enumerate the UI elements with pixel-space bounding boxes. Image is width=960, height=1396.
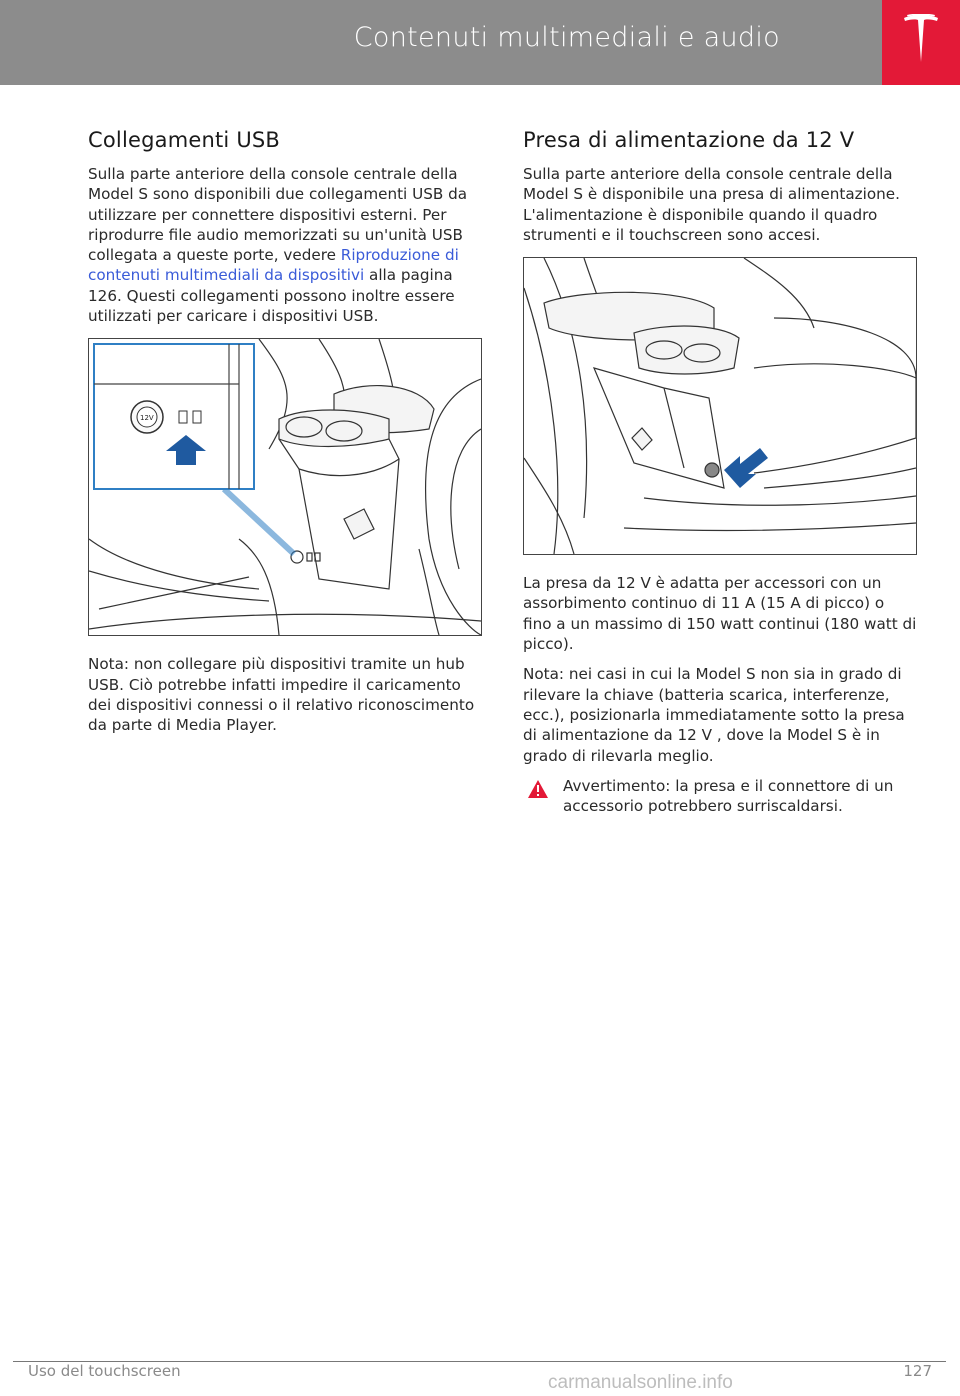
usb-section bbox=[88, 128, 482, 746]
arrow-left-icon bbox=[724, 448, 768, 488]
usb-paragraph bbox=[88, 164, 482, 326]
overheat-warning bbox=[523, 776, 917, 817]
warning-text: Avvertimento: la presa e il connettore di un accessorio potrebbero surriscaldarsi. bbox=[563, 776, 894, 816]
power-socket-title: Presa di alimentazione da 12 V bbox=[523, 128, 855, 152]
warning-icon bbox=[527, 779, 549, 799]
tesla-logo bbox=[882, 0, 960, 85]
page-number: 127 bbox=[903, 1362, 932, 1380]
usb-console-figure bbox=[88, 338, 482, 636]
usb-paragraph-text-1: Sulla parte anteriore della console centrale della Model S sono disponibili due collegamenti USB da utilizzare per connettere dispositivi esterni. Per riprodurre file audio memorizzati su un'unità USB collegata a queste porte, vedere bbox=[88, 165, 468, 265]
power-rating-paragraph: La presa da 12 V è adatta per accessori con un assorbimento continuo di 11 A (15 A di picco) o fino a un massimo di 150 watt continui (180 watt di picco). bbox=[523, 574, 917, 654]
power-socket-paragraph: Sulla parte anteriore della console centrale della Model S è disponibile una presa di alimentazione. L'alimentazione è disponibile quando il quadro strumenti e il touchscreen sono accesi. bbox=[523, 165, 900, 244]
key-detection-note: Nota: nei casi in cui la Model S non sia in grado di rilevare la chiave (batteria scarica, interferenze, ecc.), posizionarla immediatamente sotto la presa di alimentazione da 12 V , dove la Model S è in grado di rilevarla meglio. bbox=[523, 665, 905, 765]
header-bar bbox=[0, 0, 882, 85]
watermark: carmanualsonline.info bbox=[548, 1372, 733, 1393]
footer-section-name: Uso del touchscreen bbox=[28, 1362, 181, 1380]
tesla-logo-icon bbox=[903, 14, 939, 66]
playback-link[interactable]: Riproduzione di contenuti multimediali da dispositivi bbox=[88, 246, 459, 285]
power-socket-section bbox=[523, 128, 917, 816]
power-socket-figure bbox=[523, 257, 917, 555]
usb-note: Nota: non collegare più dispositivi tramite un hub USB. Ciò potrebbe infatti impedire il caricamento dei dispositivi connessi o il relativo riconoscimento da parte di Media Player. bbox=[88, 655, 475, 735]
page-title: Contenuti multimediali e audio bbox=[353, 22, 780, 53]
inset-12v-label: 12V bbox=[140, 414, 154, 423]
usb-section-title: Collegamenti USB bbox=[88, 128, 281, 152]
usb-paragraph-text-2: alla pagina 126. Questi collegamenti possono inoltre essere utilizzati per caricare i dispositivi USB. bbox=[88, 266, 455, 326]
